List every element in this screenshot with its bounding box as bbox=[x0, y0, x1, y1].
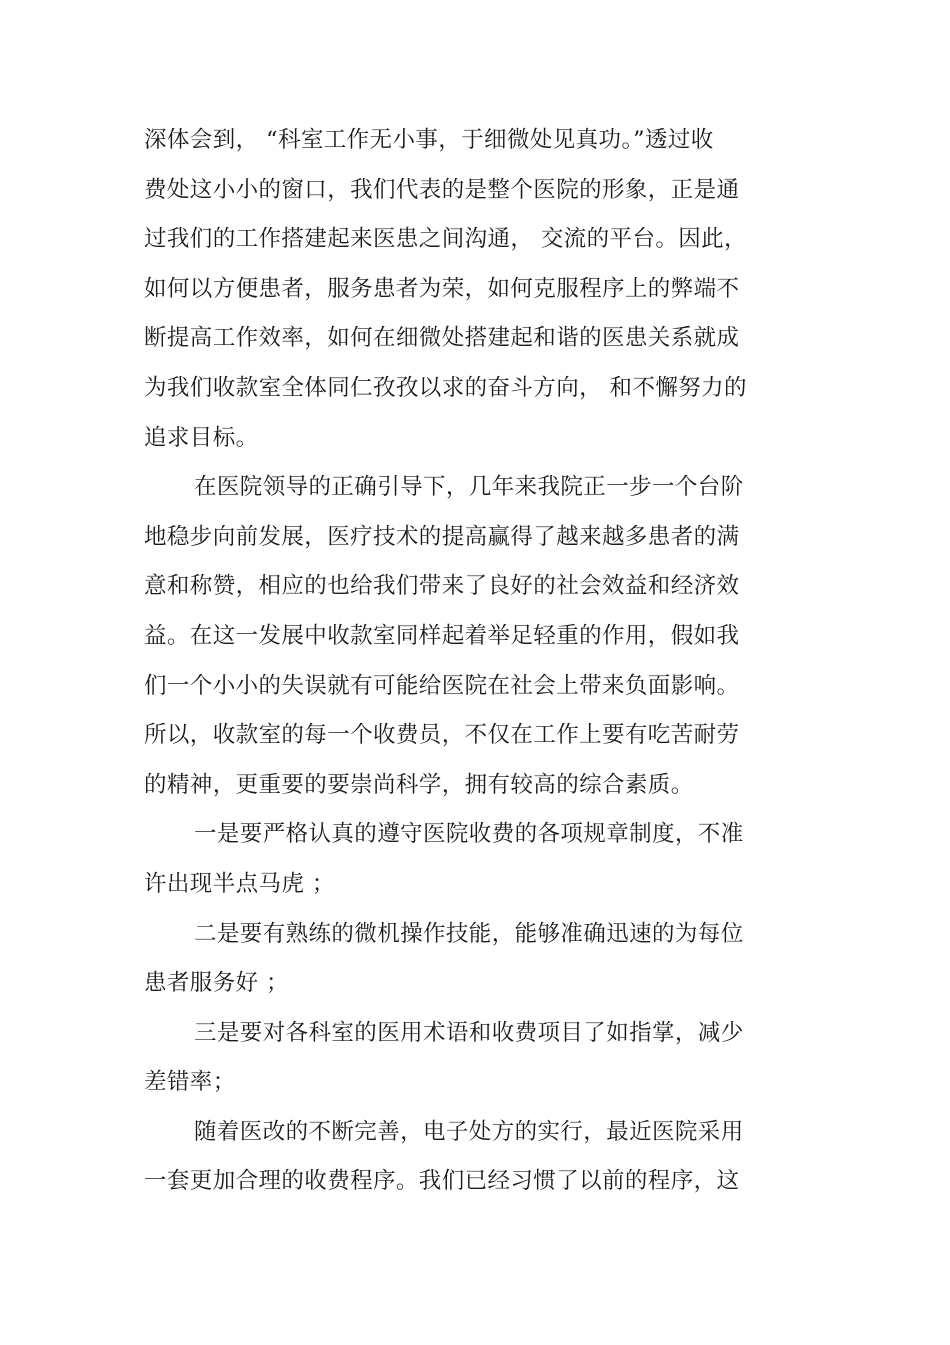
text-line: 断提高工作效率，如何在细微处搭建起和谐的医患关系就成 bbox=[144, 325, 740, 352]
paragraph-start-line: 三是要对各科室的医用术语和收费项目了如指掌，减少 bbox=[194, 1019, 744, 1046]
text-line: 一套更加合理的收费程序。我们已经习惯了以前的程序，这 bbox=[144, 1168, 740, 1195]
text-line: 的精神，更重要的要崇尚科学，拥有较高的综合素质。 bbox=[144, 771, 694, 798]
text-line: 地稳步向前发展，医疗技术的提高赢得了越来越多患者的满 bbox=[144, 523, 740, 550]
text-line: 意和称赞，相应的也给我们带来了良好的社会效益和经济效 bbox=[144, 573, 740, 600]
text-line: 为我们收款室全体同仁孜孜以求的奋斗方向， 和不懈努力的 bbox=[144, 374, 747, 401]
text-line: 益。在这一发展中收款室同样起着举足轻重的作用，假如我 bbox=[144, 622, 740, 649]
paragraph-start-line: 随着医改的不断完善，电子处方的实行，最近医院采用 bbox=[194, 1118, 744, 1145]
paragraph-start-line: 一是要严格认真的遵守医院收费的各项规章制度，不准 bbox=[194, 821, 744, 848]
text-line: 所以，收款室的每一个收费员，不仅在工作上要有吃苦耐劳 bbox=[144, 722, 740, 749]
text-line: 深体会到， “科室工作无小事，于细微处见真功。”透过收 bbox=[144, 127, 714, 153]
text-line: 许出现半点马虎 ； bbox=[144, 870, 335, 897]
text-line: 过我们的工作搭建起来医患之间沟通， 交流的平台。因此， bbox=[144, 226, 747, 253]
paragraph-start-line: 二是要有熟练的微机操作技能，能够准确迅速的为每位 bbox=[194, 920, 744, 947]
text-line: 们一个小小的失误就有可能给医院在社会上带来负面影响。 bbox=[144, 672, 740, 699]
text-line: 费处这小小的窗口，我们代表的是整个医院的形象，正是通 bbox=[144, 176, 740, 203]
text-line: 如何以方便患者，服务患者为荣，如何克服程序上的弊端不 bbox=[144, 275, 740, 302]
text-line: 患者服务好 ； bbox=[144, 970, 289, 997]
document-body bbox=[144, 116, 747, 1207]
text-line: 差错率； bbox=[144, 1069, 236, 1096]
paragraph-start-line: 在医院领导的正确引导下，几年来我院正一步一个台阶 bbox=[194, 474, 744, 501]
text-line: 追求目标。 bbox=[144, 424, 259, 451]
